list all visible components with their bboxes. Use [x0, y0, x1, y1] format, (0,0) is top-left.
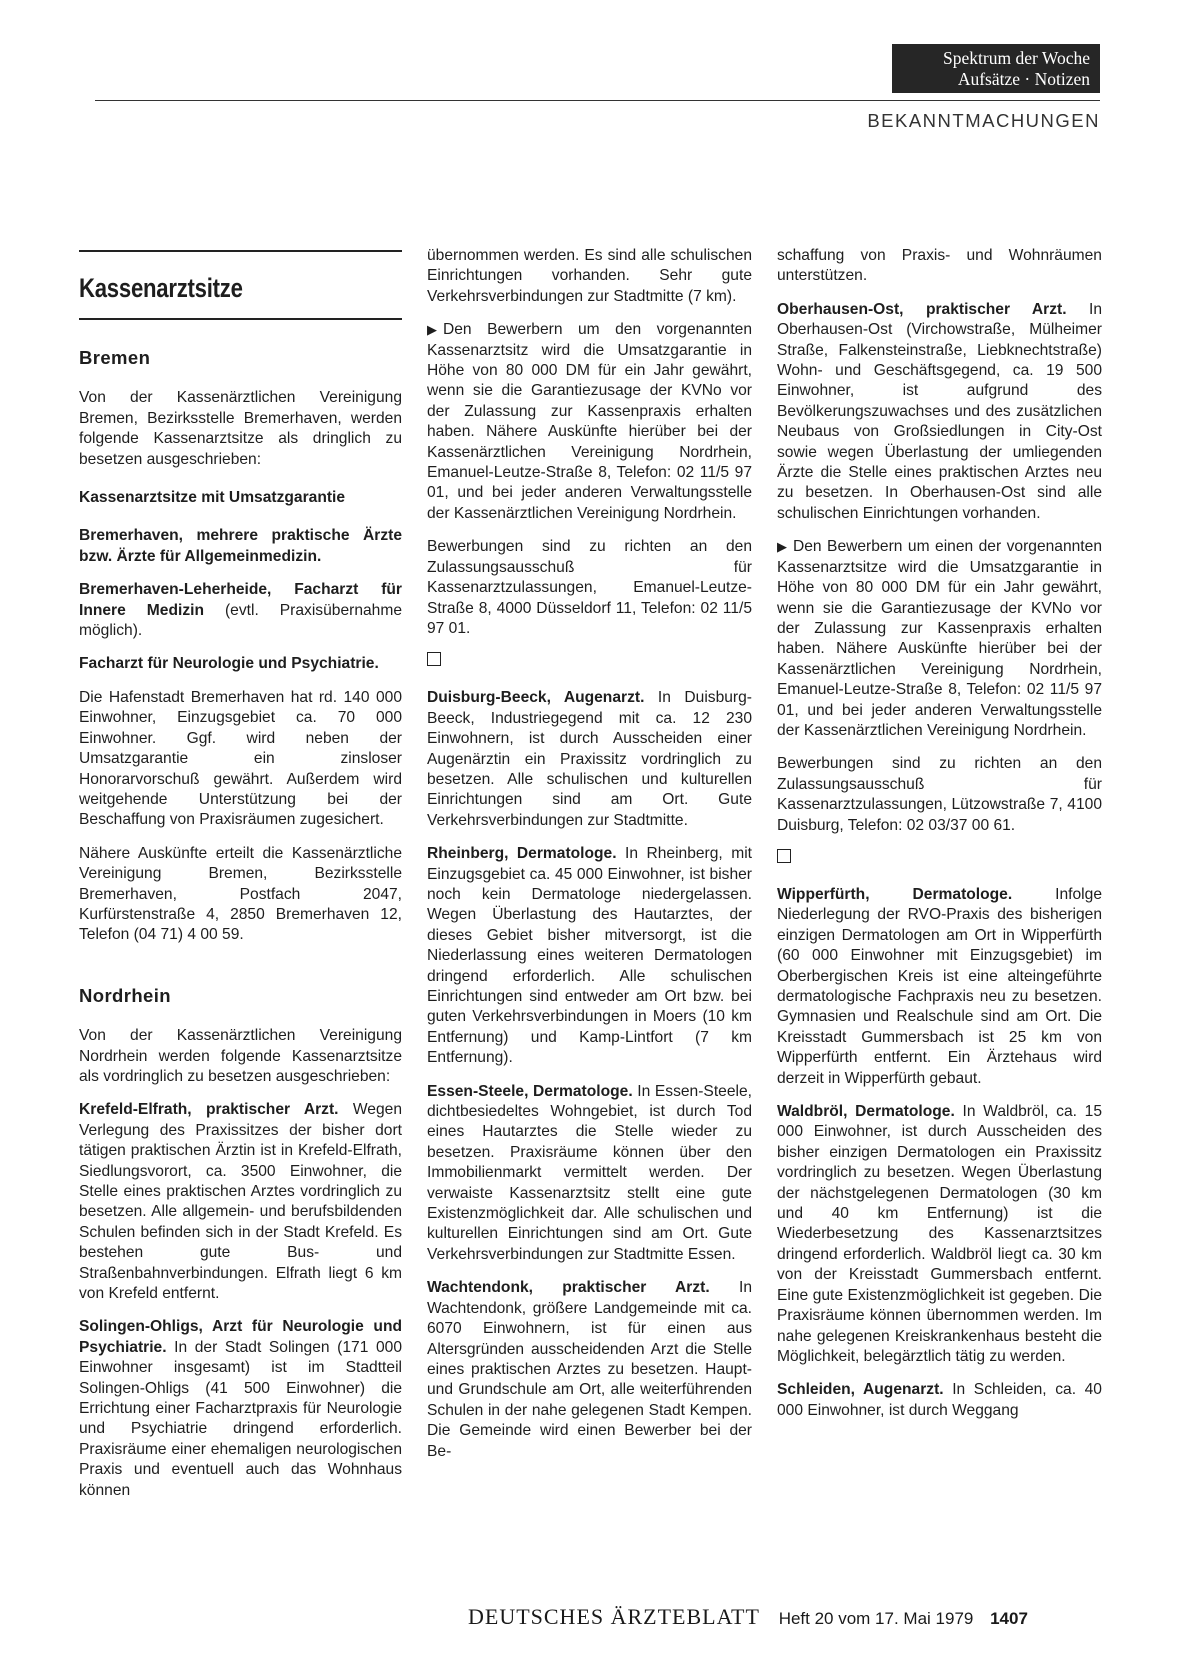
- journal-name: DEUTSCHES ÄRZTEBLATT: [468, 1604, 760, 1629]
- section-box-icon: [427, 652, 441, 666]
- note-text: Den Bewerbern um einen der vorgenannten Kassenarztsitze wird die Umsatzgarantie in Höhe von 80 000 DM für ein Jahr gewährt, wenn sie die Garantiezusage der KVNo vor der Zulassung zur Kassenpraxis erhalten haben. Nähere Auskünfte hierüber bei der Kassenärztlichen Vereinigung Nordrhein, Emanuel-Leutze-Straße 8, Telefon: 02 11/5 97 01, und bei jeder anderen Verwaltungsstelle der Kassenärztlichen Vereinigung Nordrhein.: [777, 538, 1102, 739]
- listing-text: In Schleiden, ca. 40 000 Einwohner, ist durch Weggang: [777, 1381, 1102, 1419]
- listing-title: Krefeld-Elfrath, praktischer Arzt.: [79, 1101, 339, 1119]
- listing-essen: [427, 1082, 752, 1266]
- nordrhein-intro: Von der Kassenärztlichen Vereinigung Nordrhein werden folgende Kassenarztsitze als vordringlich zu besetzen ausgeschrieben:: [79, 1027, 402, 1085]
- listing-text: In Waldbröl, ca. 15 000 Einwohner, ist durch Ausscheiden des bisher einzigen Dermatologen ein Praxissitz vordringlich zu besetzen. Wegen Überlastung der nächstgelegenen Dermatologen (30 km und 40 km Entfernung) ist die Wiederbesetzung des Kassenarztsitzes dringend erforderlich. Waldbröl liegt ca. 30 km von der Kreisstadt Gummersbach entfernt. Eine gute Existenzmöglichkeit ist gegeben. Die Praxisräume können übernommen werden. Im nahe gelegenen Kreiskrankenhaus besteht die Möglichkeit, belegärztlich tätig zu werden.: [777, 1103, 1102, 1365]
- journal-section-badge: [892, 44, 1100, 93]
- listing-text: Wegen Verlegung des Praxissitzes der bisher dort tätigen praktischen Ärztin ist in Krefeld-Elfrath, Siedlungsvorort, ca. 3500 Einwohner, die Stelle eines praktischen Arztes vordringlich zu besetzen. Alle allgemein- und berufsbildenden Schulen befinden sich in der Stadt Krefeld. Es bestehen gute Bus- und Straßenbahnverbindungen. Elfrath liegt 6 km von Krefeld entfernt.: [79, 1101, 403, 1303]
- header-rule: [95, 100, 1100, 101]
- listing-text: In Essen-Steele, dichtbesiedeltes Wohngebiet, ist durch Tod eines Hautarztes die Stelle wieder zu besetzen. Praxisräume können über den Immobilienmarkt vermittelt werden. Der verwaiste Kassenarztsitz stellt eine gute Existenzmöglichkeit dar. Alle schulischen und kulturellen Einrichtungen sind am Ort. Gute Verkehrsverbindungen zur Stadtmitte Essen.: [427, 1082, 752, 1263]
- issue-info: Heft 20 vom 17. Mai 1979: [778, 1609, 974, 1628]
- article-title: Kassenarztsitze: [79, 273, 243, 303]
- listing-title: Wipperfürth, Dermatologe.: [777, 885, 1013, 903]
- section-box-icon: [777, 849, 791, 863]
- listing-text: In Duisburg-Beeck, Industriegegend mit ca. 12 230 Einwohnern, ist durch Ausscheiden einer Augenärztin ein Praxissitz vordringlich zu besetzen. Alle schulischen und kulturellen Einrichtungen sind am Ort. Gute Verkehrsverbindungen zur Stadtmitte.: [427, 689, 752, 829]
- bremen-listing-leherheide: [79, 580, 402, 641]
- listing-title: Oberhausen-Ost, praktischer Arzt.: [777, 300, 1067, 318]
- wachtendonk-continued: schaffung von Praxis- und Wohnräumen unterstützen.: [777, 247, 1102, 285]
- listing-text: In der Stadt Solingen (171 000 Einwohner insgesamt) ist im Stadtteil Solingen-Ohligs (41 500 Einwohner) die Errichtung einer Facharztpraxis für Neurologie und Psychiatrie dringend erforderlich. Praxisräume einer ehemaligen neurologischen Praxis und eventuell auch das Wohnhaus können: [79, 1338, 402, 1499]
- title-rule-top: [79, 250, 402, 252]
- listing-title: Essen-Steele, Dermatologe.: [427, 1082, 633, 1100]
- umsatzgarantie-note: [427, 320, 752, 524]
- page-number: 1407: [990, 1609, 1028, 1628]
- listing-solingen: [79, 1317, 402, 1501]
- listing-waldbroel: [777, 1102, 1102, 1367]
- listing-text: In Rheinberg, mit Einzugsgebiet ca. 45 000 Einwohner, ist bisher noch kein Dermatologe niedergelassen. Wegen Überlastung des Hautarztes, der dieses Gebiet bisher mitversorgt, ist die Niederlassung eines weiteren Dermatologen dringend erforderlich. Alle schulischen Einrichtungen sind entweder am Ort bzw. bei guten Verkehrsverbindungen in Moers (10 km Entfernung) und Kamp-Lintfort (7 km Entfernung).: [427, 845, 752, 1067]
- badge-line-2: Aufsätze · Notizen: [957, 69, 1090, 89]
- listing-krefeld: [79, 1100, 402, 1304]
- title-rule-bottom: [79, 318, 402, 320]
- column-2: [427, 246, 752, 1475]
- application-address-2: Bewerbungen sind zu richten an den Zulassungsausschuß für Kassenarztzulassungen, Lützowstraße 7, 4100 Duisburg, Telefon: 02 03/37 00 61.: [777, 755, 1102, 834]
- bremen-intro: Von der Kassenärztlichen Vereinigung Bremen, Bezirksstelle Bremerhaven, werden folgende Kassenarztsitze als dringlich zu besetzen ausgeschrieben:: [79, 389, 402, 468]
- column-1: [79, 250, 402, 1514]
- page-footer: [468, 1604, 1028, 1630]
- bremen-contact: Nähere Auskünfte erteilt die Kassenärztliche Vereinigung Bremen, Bezirksstelle Bremerhaven, Postfach 2047, Kurfürstenstraße 4, 2850 Bremerhaven 12, Telefon (04 71) 4 00 59.: [79, 844, 402, 944]
- umsatzgarantie-note-2: [777, 537, 1102, 741]
- bremen-subheading: Kassenarztsitze mit Umsatzgarantie: [79, 489, 346, 507]
- listing-wachtendonk: [427, 1278, 752, 1462]
- listing-wipperfuerth: [777, 885, 1102, 1089]
- listing-text: (evtl. Praxisübernahme möglich).: [79, 601, 402, 640]
- listing-duisburg: [427, 688, 752, 831]
- listing-title: Bremerhaven-Leherheide, Facharzt für Innere Medizin: [79, 581, 402, 619]
- note-text: Den Bewerbern um den vorgenannten Kassenarztsitz wird die Umsatzgarantie in Höhe von 80 000 DM für ein Jahr gewährt, wenn sie die Garantiezusage der KVNo vor der Zulassung zur Kassenpraxis erhalten haben. Nähere Auskünfte hierüber bei der Kassenärztlichen Vereinigung Nordrhein, Emanuel-Leutze-Straße 8, Telefon: 02 11/5 97 01, und bei jeder anderen Verwaltungsstelle der Kassenärztlichen Vereinigung Nordrhein.: [427, 321, 752, 522]
- listing-title: Schleiden, Augenarzt.: [777, 1381, 944, 1399]
- listing-title: Wachtendonk, praktischer Arzt.: [427, 1279, 710, 1297]
- listing-text: In Wachtendonk, größere Landgemeinde mit ca. 6070 Einwohnern, ist für einen aus Altersgründen ausscheidenden Arzt die Stelle eines praktischen Arztes zu besetzen. Haupt- und Grundschule am Ort, alle weiterführenden Schulen in der nahe gelegenen Stadt Kempen. Die Gemeinde wird einen Bewerber bei der Be-: [427, 1279, 752, 1460]
- bremen-description: Die Hafenstadt Bremerhaven hat rd. 140 000 Einwohner, Einzugsgebiet ca. 70 000 Einwohner. Ggf. wird neben der Umsatzgarantie ein zinsloser Honorarvorschuß gewährt. Außerdem wird weitgehende Unterstützung bei der Beschaffung von Praxisräumen zugesichert.: [79, 688, 402, 829]
- listing-oberhausen: [777, 300, 1102, 524]
- bremen-listing-praktische: Bremerhaven, mehrere praktische Ärzte bzw. Ärzte für Allgemeinmedizin.: [79, 527, 402, 565]
- triangle-bullet-icon: ▶: [777, 539, 787, 555]
- listing-schleiden: [777, 1380, 1102, 1421]
- listing-title: Solingen-Ohligs, Arzt für Neurologie und Psychiatrie.: [79, 1318, 402, 1356]
- solingen-continued: übernommen werden. Es sind alle schulischen Einrichtungen vorhanden. Sehr gute Verkehrsverbindungen zur Stadtmitte (7 km).: [427, 247, 752, 305]
- badge-line-1: Spektrum der Woche: [943, 48, 1090, 68]
- column-3: [777, 246, 1102, 1434]
- application-address: Bewerbungen sind zu richten an den Zulassungsausschuß für Kassenarztzulassungen, Emanuel-Leutze-Straße 8, 4000 Düsseldorf 11, Telefon: 02 11/5 97 01.: [427, 538, 752, 637]
- listing-title: Waldbröl, Dermatologe.: [777, 1103, 955, 1121]
- triangle-bullet-icon: ▶: [427, 322, 437, 338]
- listing-title: Duisburg-Beeck, Augenarzt.: [427, 689, 645, 707]
- section-label: BEKANNTMACHUNGEN: [867, 110, 1100, 131]
- region-heading-nordrhein: Nordrhein: [79, 984, 171, 1006]
- region-heading-bremen: Bremen: [79, 347, 151, 368]
- listing-text: In Oberhausen-Ost (Virchowstraße, Mülheimer Straße, Falkensteinstraße, Liebknechtstraße) Wohn- und Geschäftsgegend, ca. 19 500 Einwohner, ist aufgrund des Bevölkerungszuwachses und des zusätzlichen Neubaus von Großsiedlungen in City-Ost sowie wegen Überlastung der umliegenden Ärzte die Stelle eines praktischen Arztes neu zu besetzen. In Oberhausen-Ost sind alle schulischen Einrichtungen vorhanden.: [777, 300, 1102, 522]
- listing-text: Infolge Niederlegung der RVO-Praxis des bisherigen einzigen Dermatologen am Ort in Wipperfürth (60 000 Einwohner mit Einzugsgebiet) im Oberbergischen Kreis ist eine alteingeführte dermatologische Fachpraxis neu zu besetzen. Gymnasien und Realschule sind am Ort. Die Kreisstadt Gummersbach ist 25 km von Wipperfürth entfernt. Ein Ärztehaus wird derzeit in Wipperfürth gebaut.: [777, 885, 1102, 1087]
- listing-rheinberg: [427, 844, 752, 1068]
- listing-title: Rheinberg, Dermatologe.: [427, 845, 617, 863]
- bremen-listing-neurologie: Facharzt für Neurologie und Psychiatrie.: [79, 655, 379, 673]
